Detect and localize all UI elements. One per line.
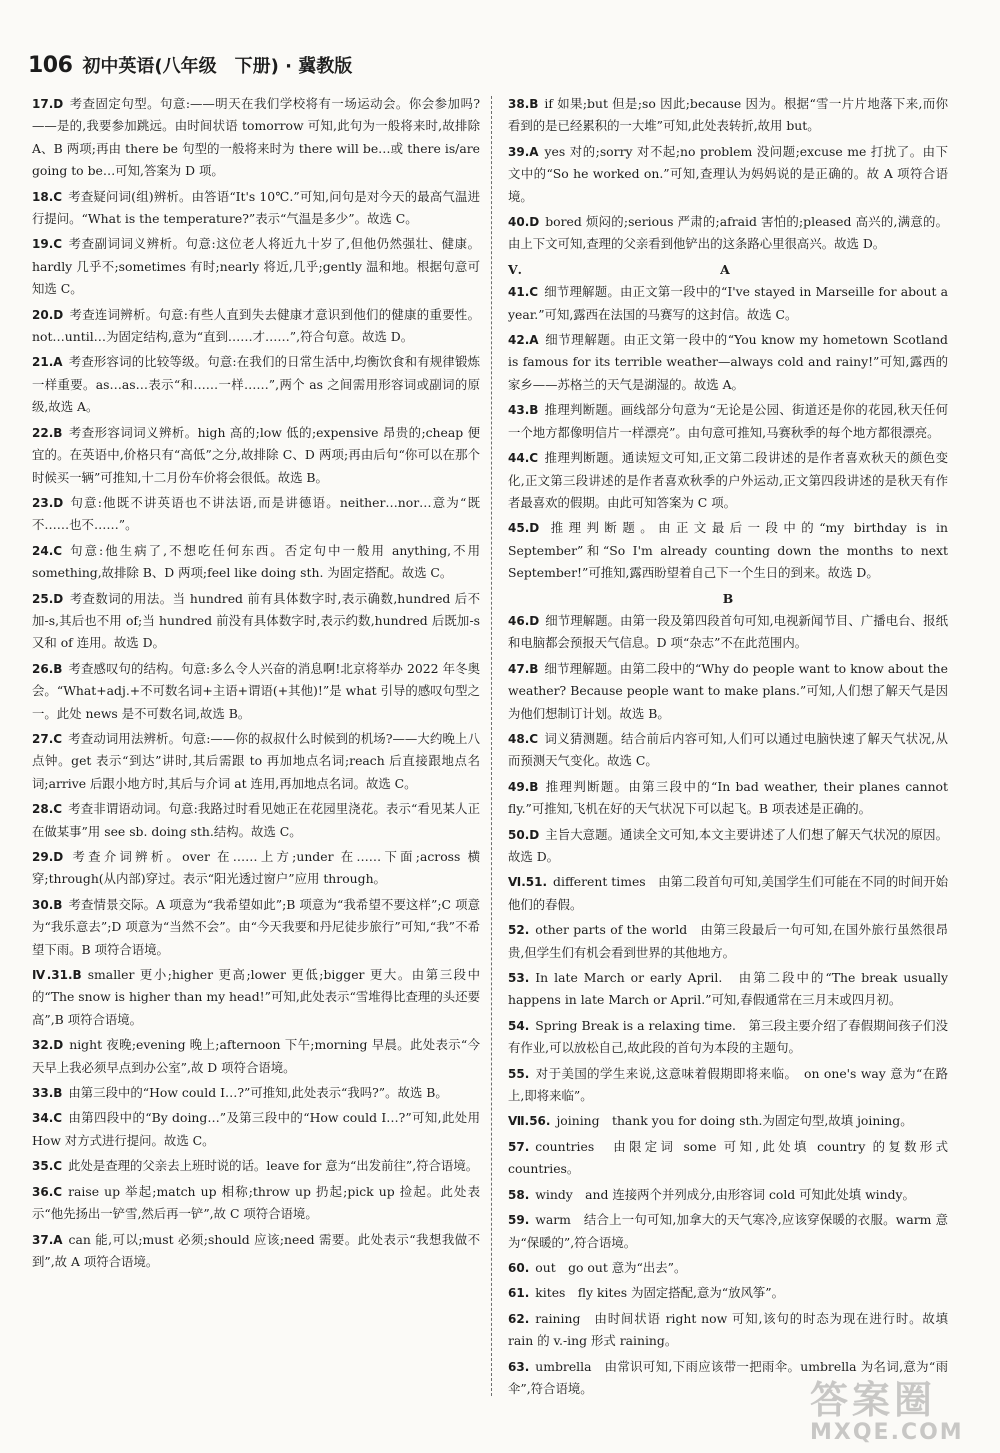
answer-item xyxy=(508,1015,948,1060)
answer-item xyxy=(32,1034,480,1079)
right-column xyxy=(508,93,948,1403)
answer-item xyxy=(508,1063,948,1108)
answer-explanation: Spring Break is a relaxing time. 第三段主要介绍了春假期间孩子们没有作业,可以放松自己,故此段的首句为本段的主题句。 xyxy=(508,1017,948,1056)
watermark-logo xyxy=(810,1380,995,1448)
answer-item xyxy=(508,919,948,964)
answer-explanation: 推理判断题。画线部分句意为“无论是公园、街道还是你的花园,秋天任何一个地方都像明信片一样漂亮”。由句意可推知,马赛秋季的每个地方都很漂亮。 xyxy=(508,402,948,440)
answer-item xyxy=(508,658,948,725)
answer-explanation: kites fly kites 为固定搭配,意为“放风筝”。 xyxy=(535,1285,784,1301)
answer-item xyxy=(32,1107,480,1152)
answer-item xyxy=(508,728,948,773)
page-number: 106 xyxy=(28,53,73,78)
answer-explanation: 考查固定句型。句意:——明天在我们学校将有一场运动会。你会参加吗?——是的,我要参加跳远。由时间状语 tomorrow 可知,此句为一般将来时,故排除 A、B 两项;再由 there be 句型的一般将来时为 there will be…或 there is/are going to be…可知,答案为 D 项。 xyxy=(32,96,480,179)
answer-explanation: can 能,可以;must 必须;should 应该;need 需要。此处表示“我想我做不到”,故 A 项符合语境。 xyxy=(32,1231,480,1269)
answer-number: 18.C xyxy=(32,189,63,204)
answer-number: 52. xyxy=(508,923,530,938)
answer-item xyxy=(508,281,948,326)
answer-number: 24.C xyxy=(32,543,63,558)
left-column xyxy=(32,93,480,1276)
section-label-b: B xyxy=(722,590,734,606)
answer-item xyxy=(508,517,948,584)
answer-number: 25.D xyxy=(32,591,64,606)
answer-explanation: 考查动词用法辨析。句意:——你的叔叔什么时候到的机场?——大约晚上八点钟。get 表示“到达”讲时,其后需跟 to 再加地点名词;reach 后直接跟地点名词;arrive 后跟小地方时,其后与介词 at 连用,再加地点名词。故选 C。 xyxy=(32,730,480,791)
answer-item xyxy=(32,304,480,349)
answer-item xyxy=(32,93,480,183)
answer-item xyxy=(508,871,948,916)
answer-item xyxy=(508,824,948,869)
answer-explanation: 考查连词辨析。句意:有些人直到失去健康才意识到他们的健康的重要性。not…until…为固定结构,意为“直到……才……”,符合句意。故选 D。 xyxy=(32,306,480,345)
answer-number: 45.D xyxy=(508,521,540,536)
answer-number: 50.D xyxy=(508,827,540,842)
section-v-header xyxy=(508,259,948,281)
column-divider xyxy=(491,96,492,1396)
answer-number: 54. xyxy=(508,1018,530,1033)
answer-item xyxy=(508,1136,948,1181)
answer-explanation: 考查形容词的比较等级。句意:在我们的日常生活中,均衡饮食和有规律锻炼一样重要。as…as…表示“和……一样……”,两个 as 之间需用形容词或副词的原级,故选 A。 xyxy=(32,354,480,415)
answer-explanation: 考查情景交际。A 项意为“我希望如此”;B 项意为“我希望不要这样”;C 项意为“我乐意去”;D 项意为“当然不会”。由“今天我要和丹尼徒步旅行”可知,“我”不希望下雨。B 项符合语境。 xyxy=(32,896,480,957)
answer-item xyxy=(508,329,948,396)
answer-item xyxy=(32,422,480,489)
answer-number: 49.B xyxy=(508,779,539,794)
answer-explanation: 考查疑问词(组)辨析。由答语“It's 10℃.”可知,问句是对今天的最高气温进行提问。“What is the temperature?”表示“气温是多少”。故选 C。 xyxy=(32,188,480,227)
watermark-text: 答案圈 xyxy=(810,1378,937,1422)
answer-explanation: bored 烦闷的;serious 严肃的;afraid 害怕的;pleased 高兴的,满意的。由上下文可知,查理的父亲看到他铲出的这条路心里很高兴。故选 D。 xyxy=(508,214,948,252)
answer-explanation: In late March or early April. 由第二段中的“The break usually happens in late March or April.”可知,春假通常在三月末或四月初。 xyxy=(508,970,948,1008)
answer-explanation: 细节理解题。由正文第一段中的“You know my hometown Scotland is famous for its terrible weather—always cold and rainy!”可知,露西的家乡——苏格兰的天气是湖湿的。故选 A。 xyxy=(508,332,948,392)
answer-explanation: 考查形容词词义辨析。high 高的;low 低的;expensive 昂贵的;cheap 便宜的。在英语中,价格只有“高低”之分,故排除 C、D 两项;再由后句“你可以在那个时候买一辆”可推知,十二月份车价将会很低。故选 B。 xyxy=(32,424,480,485)
answer-item xyxy=(32,1181,480,1226)
answer-number: 62. xyxy=(508,1311,530,1326)
answer-item xyxy=(32,658,480,725)
answer-explanation: 此处是查理的父亲去上班时说的话。leave for 意为“出发前往”,符合语境。 xyxy=(68,1158,479,1174)
answer-item xyxy=(508,967,948,1012)
answer-explanation: raise up 举起;match up 相称;throw up 扔起;pick up 捡起。此处表示“他先扬出一铲雪,然后再一铲”,故 C 项符合语境。 xyxy=(32,1183,480,1222)
answer-item xyxy=(508,1209,948,1254)
answer-number: 26.B xyxy=(32,661,63,676)
answer-number: 36.C xyxy=(32,1184,63,1199)
answer-item xyxy=(32,1155,480,1177)
answer-explanation: 推理判断题。由正文最后一段中的“my birthday is in September”和“So I'm already counting down the months to next September!”可推知,露西盼望着自己下一个生日的到来。故选 D。 xyxy=(508,520,948,581)
watermark-url: MXQE.COM xyxy=(810,1420,964,1445)
answer-explanation: out go out 意为“出去”。 xyxy=(535,1259,687,1275)
answer-item xyxy=(32,588,480,655)
answer-item xyxy=(508,776,948,821)
answer-number: 28.C xyxy=(32,802,63,817)
book-title: 初中英语(八年级 下册) · 冀教版 xyxy=(82,56,353,77)
answer-number: 58. xyxy=(508,1187,530,1202)
answer-number: 44.C xyxy=(508,451,539,466)
answer-number: Ⅵ.51. xyxy=(508,875,548,890)
answer-item xyxy=(508,141,948,208)
answer-explanation: 考查介词辨析。over 在……上方;under 在……下面;across 横穿;through(从内部)穿过。表示“阳光透过窗户”应用 through。 xyxy=(32,849,480,887)
page-header xyxy=(28,52,352,82)
answer-explanation: night 夜晚;evening 晚上;afternoon 下午;morning 早晨。此处表示“今天早上我必须早点到办公室”,故 D 项符合语境。 xyxy=(32,1037,480,1075)
answer-explanation: windy and 连接两个并列成分,由形容词 cold 可知此处填 windy。 xyxy=(535,1186,915,1202)
answer-item xyxy=(32,894,480,961)
answer-number: 42.A xyxy=(508,333,539,348)
answer-explanation: 细节理解题。由正文第一段中的“I've stayed in Marseille for about a year.”可知,露西在法国的马赛写的这封信。故选 C。 xyxy=(508,284,948,322)
answer-item xyxy=(508,1110,948,1132)
answer-number: 59. xyxy=(508,1213,530,1228)
answer-explanation: 细节理解题。由第二段中的“Why do people want to know about the weather? Because people want to make plans.”可知,人们想了解天气是因为他们想制订计划。故选 B。 xyxy=(508,660,948,721)
answer-explanation: 考查副词词义辨析。句意:这位老人将近九十岁了,但他仍然强壮、健康。hardly 几乎不;sometimes 有时;nearly 将近,几乎;gently 温和地。根据句意可知选 C。 xyxy=(32,236,480,297)
answer-number: 22.B xyxy=(32,425,63,440)
answer-number: 17.D xyxy=(32,97,64,111)
answer-explanation: smaller 更小;higher 更高;lower 更低;bigger 更大。由第三段中的“The snow is higher than my head!”可知,此处表示“雪堆得比查理的头还要高”,B 项符合语境。 xyxy=(32,967,480,1027)
answer-explanation: 句意:他生病了,不想吃任何东西。否定句中一般用 anything,不用 something,故排除 B、D 两项;feel like doing sth. 为固定搭配。故选 C。 xyxy=(32,542,480,581)
answer-explanation: yes 对的;sorry 对不起;no problem 没问题;excuse me 打扰了。由下文中的“So he worked on.”可知,查理认为妈妈说的是正确的。故 A 项符合语境。 xyxy=(508,143,948,204)
answer-number: 41.C xyxy=(508,285,539,300)
answer-item xyxy=(32,1229,480,1274)
answer-item xyxy=(32,540,480,585)
answer-number: 20.D xyxy=(32,307,64,322)
answer-item xyxy=(508,610,948,655)
answer-number: 61. xyxy=(508,1286,530,1301)
answer-explanation: other parts of the world 由第三段最后一句可知,在国外旅行虽然很昂贵,但学生们有机会看到世界的其他地方。 xyxy=(508,922,948,960)
answer-number: 47.B xyxy=(508,661,539,676)
answer-number: 32.D xyxy=(32,1038,64,1053)
answer-number: 19.C xyxy=(32,237,63,252)
answer-item xyxy=(32,728,480,795)
answer-explanation: if 如果;but 但是;so 因此;because 因为。根据“雪一片片地落下来,而你看到的是已经累积的一大堆”可知,此处表转折,故用 but。 xyxy=(508,96,948,134)
answer-item xyxy=(508,93,948,138)
answer-explanation: 推理判断题。通读短文可知,正文第二段讲述的是作者喜欢秋天的颜色变化,正文第三段讲述的是作者喜欢秋季的户外运动,正文第四段讲述的是秋天有作者最喜欢的假期。由此可知答案为 C 项。 xyxy=(508,450,948,510)
answer-explanation: 由第四段中的“By doing…”及第三段中的“How could I…?”可知,此处用 How 对方式进行提问。故选 C。 xyxy=(32,1110,480,1148)
answer-item xyxy=(32,1082,480,1104)
answer-number: 53. xyxy=(508,971,530,986)
answer-explanation: 对于美国的学生来说,这意味着假期即将来临。 on one's way 意为“在路上,即将来临”。 xyxy=(508,1065,948,1104)
answer-number: 23.D xyxy=(32,495,64,510)
answer-number: Ⅶ.56. xyxy=(508,1114,551,1129)
answer-number: 39.A xyxy=(508,144,539,159)
answer-number: 37.A xyxy=(32,1232,63,1247)
answer-explanation: 考查感叹句的结构。句意:多么令人兴奋的消息啊!北京将举办 2022 年冬奥会。“What+adj.+不可数名词+主语+谓语(+其他)!”是 what 引导的感叹句型之一。此处 news 是不可数名词,故选 B。 xyxy=(32,660,480,721)
answer-explanation: raining 由时间状语 right now 可知,该句的时态为现在进行时。故填 rain 的 v.-ing 形式 raining。 xyxy=(508,1310,948,1349)
answer-explanation: 推理判断题。由第三段中的“In bad weather, their planes cannot fly.”可推知,飞机在好的天气状况下可以起飞。B 项表述是正确的。 xyxy=(508,778,948,817)
answer-number: 55. xyxy=(508,1066,530,1081)
answer-explanation: countries 由限定词 some 可知,此处填 country 的复数形式 countries。 xyxy=(508,1138,948,1177)
answer-explanation: 考查数词的用法。当 hundred 前有具体数字时,表示确数,hundred 后不加-s,其后也不用 of;当 hundred 前没有具体数字时,表示约数,hundred 后既加-s 又和 of 连用。故选 D。 xyxy=(32,590,480,651)
answer-number: 34.C xyxy=(32,1111,63,1126)
answer-explanation: 主旨大意题。通读全文可知,本文主要讲述了人们想了解天气状况的原因。故选 D。 xyxy=(508,826,948,864)
answer-item xyxy=(32,233,480,300)
answer-explanation: joining thank you for doing sth.为固定句型,故填 joining。 xyxy=(556,1113,913,1129)
answer-number: 63. xyxy=(508,1359,530,1374)
answer-item xyxy=(32,351,480,418)
answer-number: 21.A xyxy=(32,355,63,370)
answer-number: 48.C xyxy=(508,731,539,746)
answer-item xyxy=(508,1184,948,1206)
answer-number: 57. xyxy=(508,1139,530,1154)
section-label-a: A xyxy=(720,261,730,277)
section-roman: Ⅴ. xyxy=(508,261,522,277)
answer-explanation: 由第三段中的“How could I…?”可推知,此处表示“我吗?”。故选 B。 xyxy=(68,1085,448,1101)
answer-number: Ⅳ.31.B xyxy=(32,968,82,983)
answer-item xyxy=(508,399,948,444)
answer-item xyxy=(32,846,480,891)
answer-number: 33.B xyxy=(32,1086,63,1101)
answer-explanation: 词义猜测题。结合前后内容可知,人们可以通过电脑快速了解天气状况,从而预测天气变化。故选 C。 xyxy=(508,730,948,769)
answer-item xyxy=(32,186,480,231)
answer-explanation: different times 由第二段首句可知,美国学生们可能在不同的时间开始他们的春假。 xyxy=(508,874,948,912)
answer-item xyxy=(508,447,948,514)
answer-explanation: 句意:他既不讲英语也不讲法语,而是讲德语。neither…nor…意为“既不……也不……”。 xyxy=(32,494,480,533)
answer-number: 43.B xyxy=(508,403,539,418)
answer-item xyxy=(32,492,480,537)
answer-explanation: 考查非谓语动词。句意:我路过时看见她正在花园里浇花。表示“看见某人正在做某事”用 see sb. doing sth.结构。故选 C。 xyxy=(32,801,480,839)
answer-number: 38.B xyxy=(508,97,539,111)
answer-item xyxy=(32,798,480,843)
answer-item xyxy=(508,1282,948,1304)
answer-number: 60. xyxy=(508,1260,530,1275)
answer-number: 30.B xyxy=(32,897,63,912)
answer-number: 46.D xyxy=(508,613,540,628)
answer-explanation: 细节理解题。由第一段及第四段首句可知,电视新闻节目、广播电台、报纸和电脑都会预报天气信息。D 项“杂志”不在此范围内。 xyxy=(508,612,948,651)
answer-item xyxy=(508,1308,948,1353)
answer-number: 35.C xyxy=(32,1159,63,1174)
answer-item xyxy=(508,211,948,256)
answer-number: 27.C xyxy=(32,731,63,746)
answer-item xyxy=(508,1257,948,1279)
answer-number: 40.D xyxy=(508,215,540,230)
answer-explanation: warm 结合上一句可知,加拿大的天气寒冷,应该穿保暖的衣服。warm 意为“保暖的”,符合语境。 xyxy=(508,1212,948,1250)
answer-explanation: umbrella 由常识可知,下雨应该带一把雨伞。umbrella 为名词,意为“雨伞”,符合语境。 xyxy=(508,1358,948,1396)
answer-item xyxy=(32,964,480,1031)
answer-number: 29.D xyxy=(32,850,64,864)
